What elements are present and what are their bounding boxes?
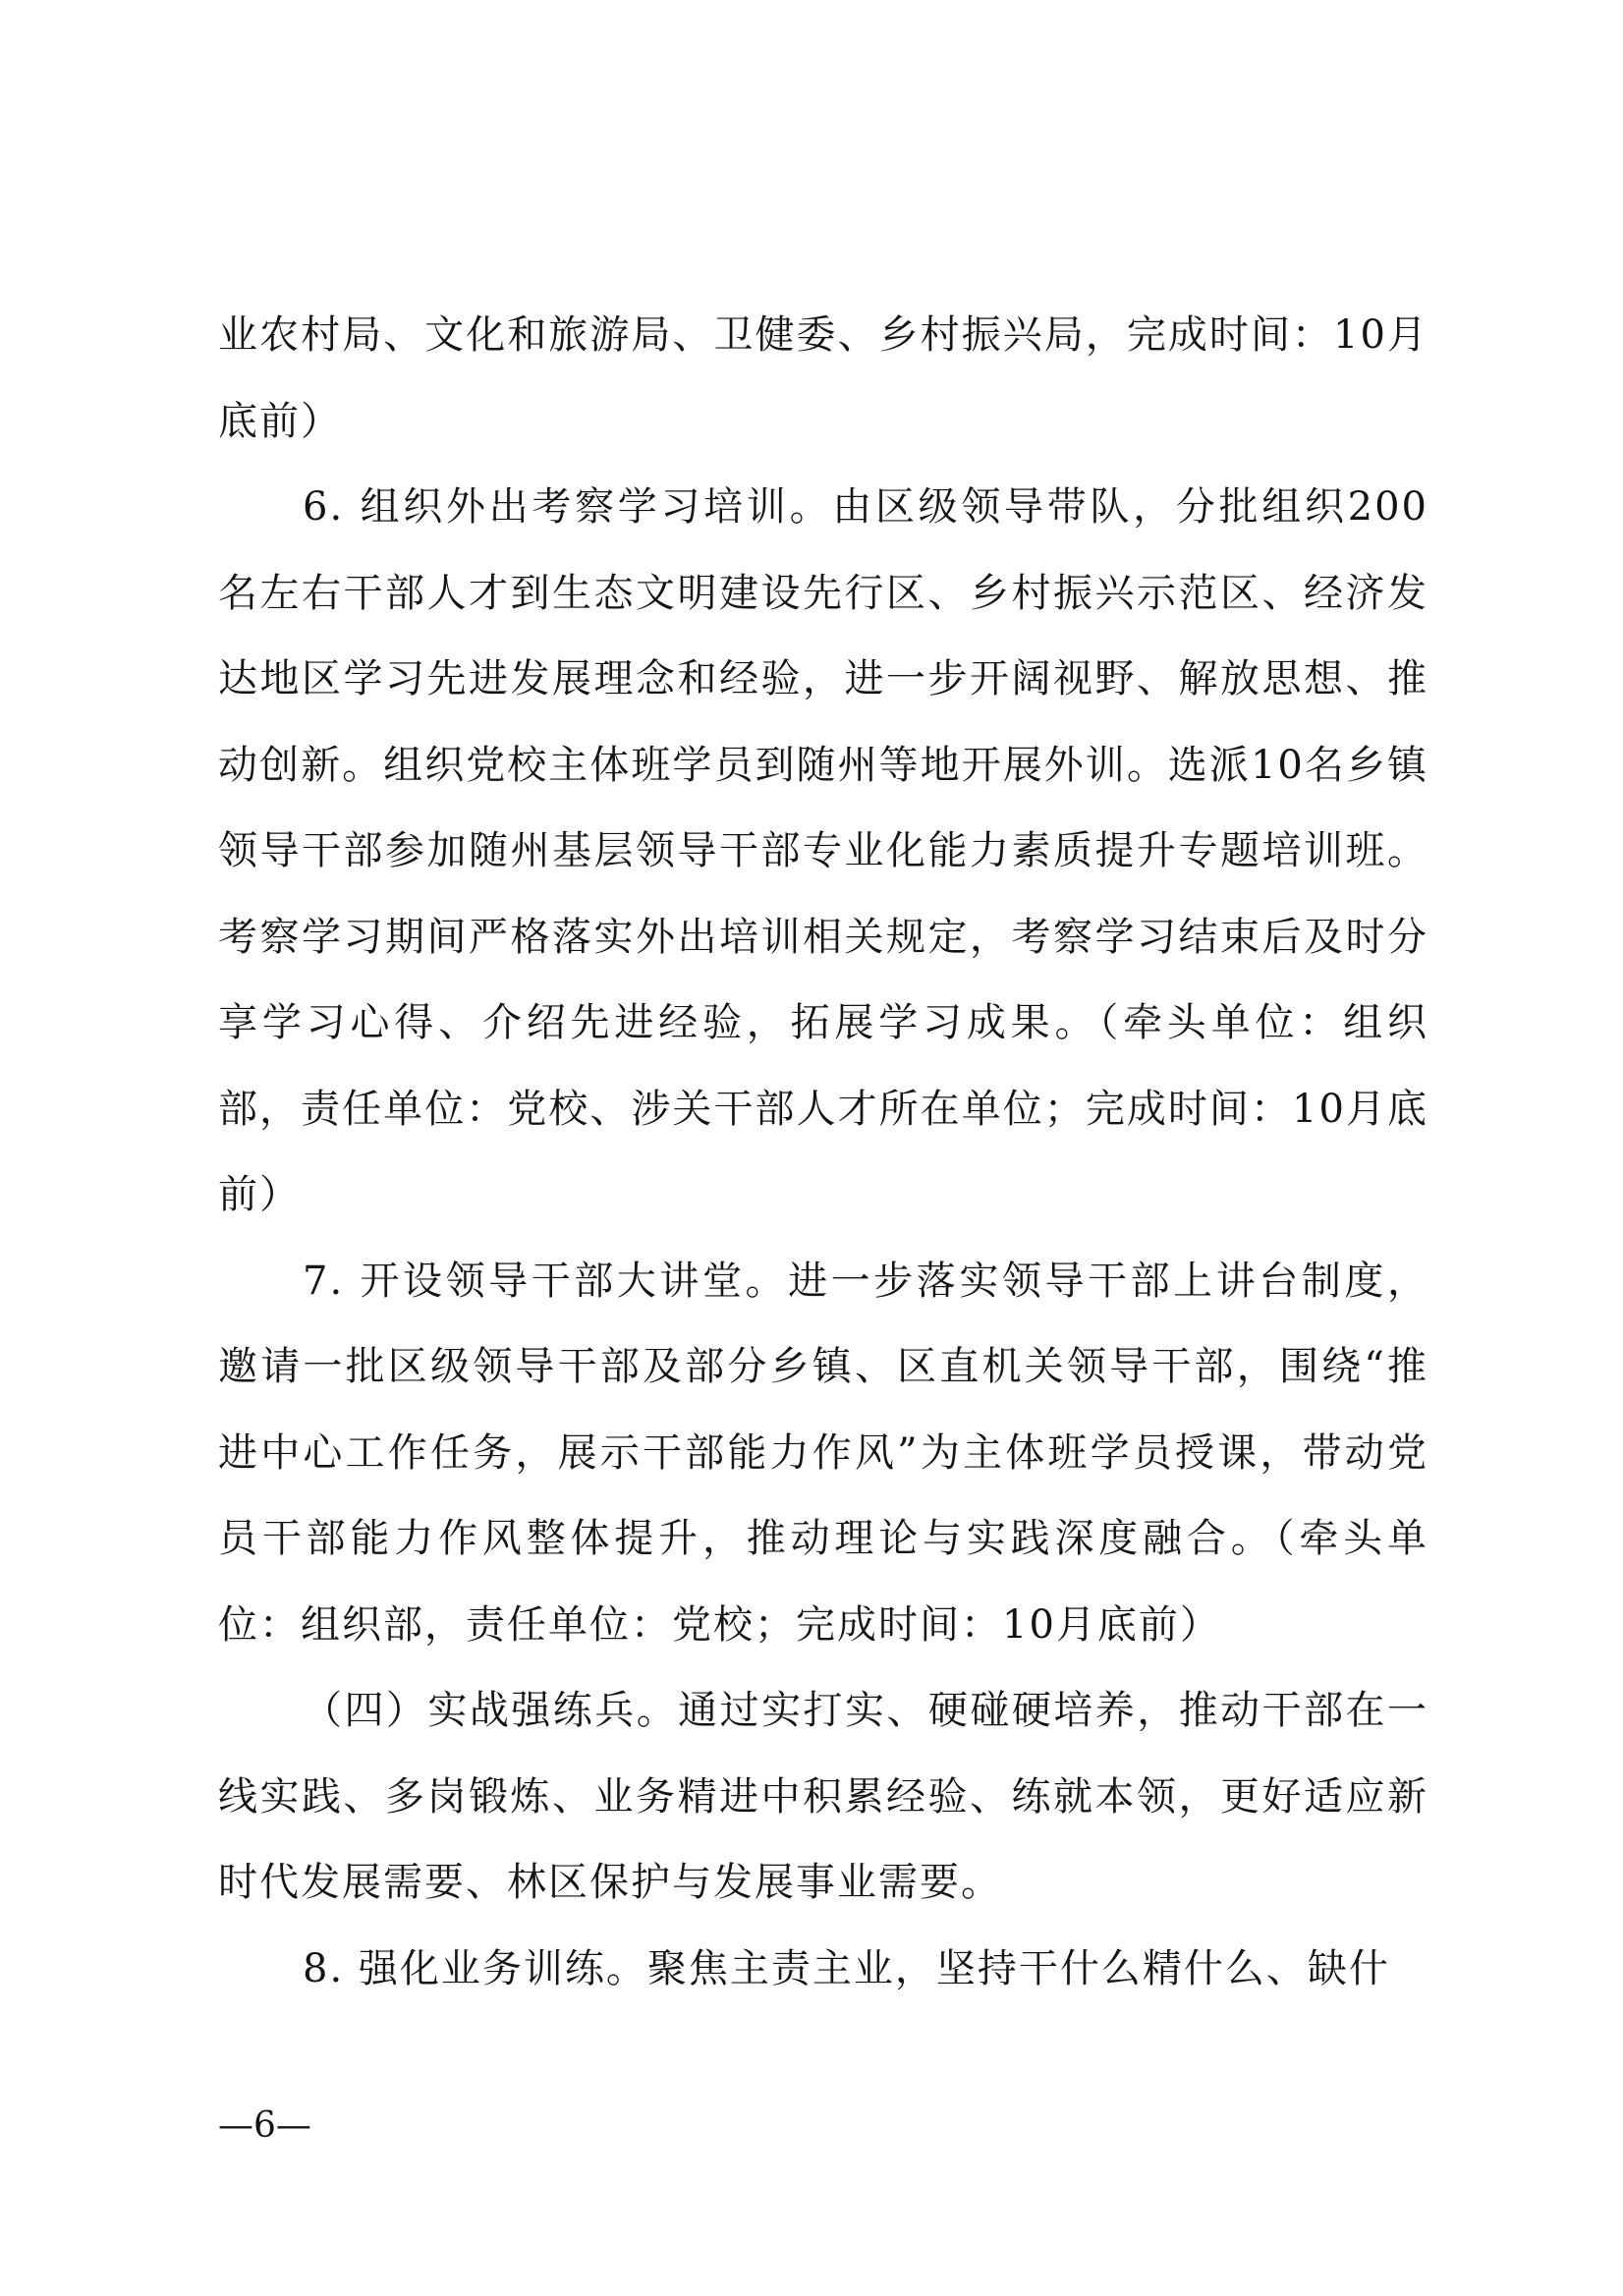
document-body — [218, 293, 1428, 2012]
paragraph-item-7: 7. 开设领导干部大讲堂。进一步落实领导干部上讲台制度，邀请一批区级领导干部及部分乡镇、区直机关领导干部，围绕“推进中心工作任务，展示干部能力作风”为主体班学员授课，带动党员干部能力作风整体提升，推动理论与实践深度融合。（牵头单位：组织部，责任单位：党校；完成时间：10月底前） — [218, 1258, 1428, 1648]
paragraph-item-8: 8. 强化业务训练。聚焦主责主业，坚持干什么精什么、缺什 — [303, 1945, 1390, 1991]
paragraph-item-6: 6. 组织外出考察学习培训。由区级领导带队，分批组织200名左右干部人才到生态文明建设先行区、乡村振兴示范区、经济发达地区学习先进发展理念和经验，进一步开阔视野、解放思想、推动创新。组织党校主体班学员到随州等地开展外训。选派10名乡镇领导干部参加随州基层领导干部专业化能力素质提升专题培训班。考察学习期间严格落实外出培训相关规定，考察学习结束后及时分享学习心得、介绍先进经验，拓展学习成果。（牵头单位：组织部，责任单位：党校、涉关干部人才所在单位；完成时间：10月底前） — [218, 484, 1428, 1217]
paragraph-continuation: 业农村局、文化和旅游局、卫健委、乡村振兴局，完成时间：10月底前） — [218, 312, 1428, 444]
page-number: —6— — [218, 2105, 311, 2146]
paragraph-section-4: （四）实战强练兵。通过实打实、硬碰硬培养，推动干部在一线实践、多岗锻炼、业务精进中积累经验、练就本领，更好适应新时代发展需要、林区保护与发展事业需要。 — [218, 1688, 1428, 1905]
